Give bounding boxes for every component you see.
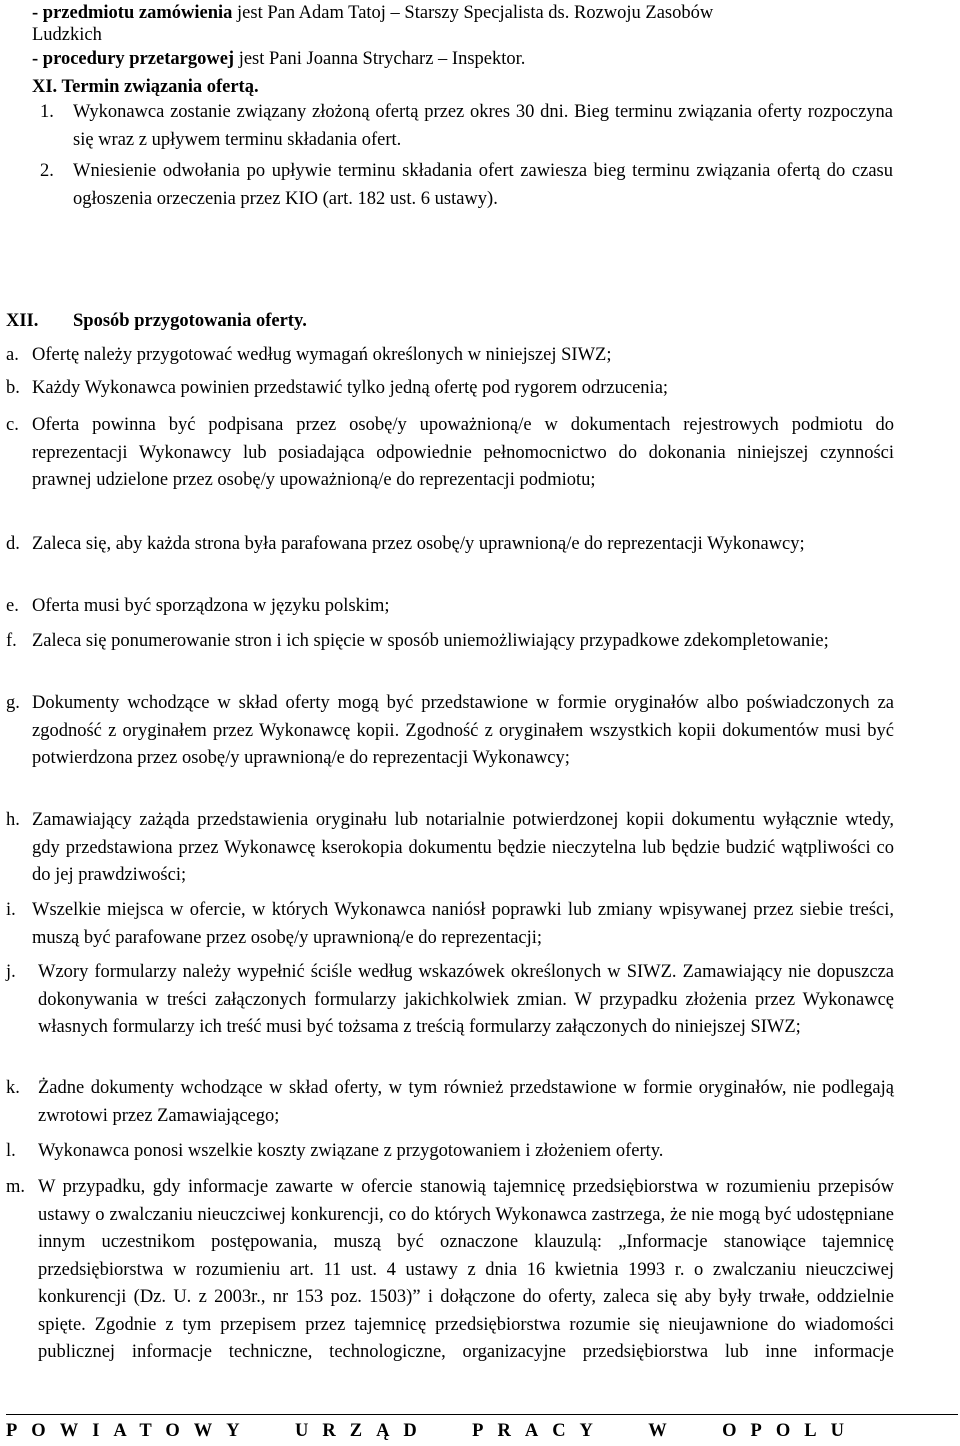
item-m-marker: m. bbox=[6, 1177, 26, 1197]
item-k-marker: k. bbox=[6, 1078, 20, 1098]
item-f-marker: f. bbox=[6, 631, 17, 651]
item-b-text: Każdy Wykonawca powinien przedstawić tylko jedną ofertę pod rygorem odrzucenia; bbox=[32, 378, 669, 398]
item-xi-2-number: 2. bbox=[40, 161, 54, 181]
footer-office-name bbox=[6, 1418, 858, 1444]
item-f-text: Zaleca się ponumerowanie stron i ich spięcie w sposób uniemożliwiający przypadkowe zdekompletowanie; bbox=[32, 631, 829, 651]
contact-label-procedure: - procedury przetargowej bbox=[32, 49, 235, 69]
item-d-marker: d. bbox=[6, 534, 20, 554]
section-xii-title: Sposób przygotowania oferty. bbox=[73, 311, 307, 331]
item-xi-2-text: Wniesienie odwołania po upływie terminu składania ofert zawiesza bieg terminu związania ofertą do czasu ogłoszenia orzeczenia przez KIO (art. 182 ust. 6 ustawy). bbox=[73, 161, 893, 209]
item-g-text: Dokumenty wchodzące w skład oferty mogą być przedstawione w formie oryginałów albo poświadczonych za zgodność z oryginałem przez Wykonawcę kopii. Zgodność z oryginałem wszystkich kopii dokumentów musi być potwierdzona przez osobę/y uprawnioną/e do reprezentacji Wykonawcy; bbox=[32, 693, 894, 768]
item-c-text: Oferta powinna być podpisana przez osobę/y upoważnioną/e w dokumentach rejestrowych podmiotu do reprezentacji Wykonawcy lub posiadająca odpowiednie pełnomocnictwo do dokonania niniejszej czynności prawnej udzielone przez osobę/y upoważnioną/e do reprezentacji podmiotu; bbox=[32, 415, 894, 490]
item-i-marker: i. bbox=[6, 900, 16, 920]
item-h-marker: h. bbox=[6, 810, 20, 830]
contact-label-subject: - przedmiotu zamówienia bbox=[32, 3, 233, 23]
item-d-text: Zaleca się, aby każda strona była parafowana przez osobę/y uprawnioną/e do reprezentacji Wykonawcy; bbox=[32, 534, 805, 554]
item-a-marker: a. bbox=[6, 345, 19, 365]
item-xi-1-number: 1. bbox=[40, 102, 54, 122]
section-xii-number: XII. bbox=[6, 311, 39, 331]
item-l-text: Wykonawca ponosi wszelkie koszty związane z przygotowaniem i złożeniem oferty. bbox=[38, 1141, 664, 1161]
item-h-text: Zamawiający zażąda przedstawienia oryginału lub notarialnie potwierdzonej kopii dokumentu wyłącznie wtedy, gdy przedstawiona przez Wykonawcę kserokopia dokumentu będzie nieczytelna lub będzie budzić wątpliwości co do jej prawdziwości; bbox=[32, 810, 894, 885]
item-l-marker: l. bbox=[6, 1141, 16, 1161]
footer-word: OPOLU bbox=[722, 1421, 858, 1441]
footer-word: W bbox=[648, 1421, 681, 1441]
item-e-marker: e. bbox=[6, 596, 19, 616]
item-j-marker: j. bbox=[6, 962, 16, 982]
contact-line-3 bbox=[32, 46, 525, 72]
footer-word: URZĄD bbox=[295, 1421, 431, 1441]
footer-word: PRACY bbox=[472, 1421, 607, 1441]
item-j-text: Wzory formularzy należy wypełnić ściśle według wskazówek określonych w SIWZ. Zamawiający nie dopuszcza dokonywania w treści załączonych formularzy jakichkolwiek zmian. W przypadku złożenia przez Wykonawcę własnych formularzy ich treść musi być tożsama z treścią formularzy załączonych do niniejszej SIWZ; bbox=[38, 962, 894, 1037]
item-m-text: W przypadku, gdy informacje zawarte w ofercie stanowią tajemnicę przedsiębiorstwa w rozumieniu przepisów ustawy o zwalczaniu nieuczciwej konkurencji, co do których Wykonawca zastrzega, że nie mogą być udostępniane innym uczestnikom postępowania, muszą być oznaczone klauzulą: „Informacje stanowiące tajemnicę przedsiębiorstwa w rozumieniu art. 11 ust. 4 ustawy z dnia 16 kwietnia 1993 r. o zwalczaniu nieuczciwej konkurencji (Dz. U. z 2003r., nr 153 poz. 1503)” i dołączone do oferty, zaleca się aby były trwałe, oddzielnie spięte. Zgodnie z tym przepisem przez tajemnicę przedsiębiorstwa rozumie się nieujawnione do wiadomości publicznej informacje techniczne, technologiczne, organizacyjne przedsiębiorstwa lub inne informacje bbox=[38, 1177, 894, 1362]
item-e-text: Oferta musi być sporządzona w języku polskim; bbox=[32, 596, 390, 616]
section-xi-title: XI. Termin związania ofertą. bbox=[32, 77, 259, 97]
item-xi-1-text: Wykonawca zostanie związany złożoną ofertą przez okres 30 dni. Bieg terminu związania oferty rozpoczyna się wraz z upływem terminu składania ofert. bbox=[73, 102, 893, 150]
contact-line-2: Ludzkich bbox=[32, 25, 102, 45]
contact-text-subject: jest Pan Adam Tatoj – Starszy Specjalista ds. Rozwoju Zasobów bbox=[232, 3, 714, 23]
item-i-text: Wszelkie miejsca w ofercie, w których Wykonawca naniósł poprawki lub zmiany wpisywanej przez siebie treści, muszą być parafowane przez osobę/y uprawnioną/e do reprezentacji; bbox=[32, 900, 894, 948]
footer-rule bbox=[6, 1414, 958, 1415]
item-c-marker: c. bbox=[6, 415, 19, 435]
item-a-text: Ofertę należy przygotować według wymagań określonych w niniejszej SIWZ; bbox=[32, 345, 612, 365]
item-k-text: Żadne dokumenty wchodzące w skład oferty, w tym również przedstawione w formie oryginałów, nie podlegają zwrotowi przez Zamawiającego; bbox=[38, 1078, 894, 1126]
item-b-marker: b. bbox=[6, 378, 20, 398]
item-g-marker: g. bbox=[6, 693, 20, 713]
contact-text-procedure: jest Pani Joanna Strycharz – Inspektor. bbox=[234, 49, 526, 69]
contact-line-1 bbox=[32, 0, 713, 26]
footer-word: POWIATOWY bbox=[6, 1421, 254, 1441]
